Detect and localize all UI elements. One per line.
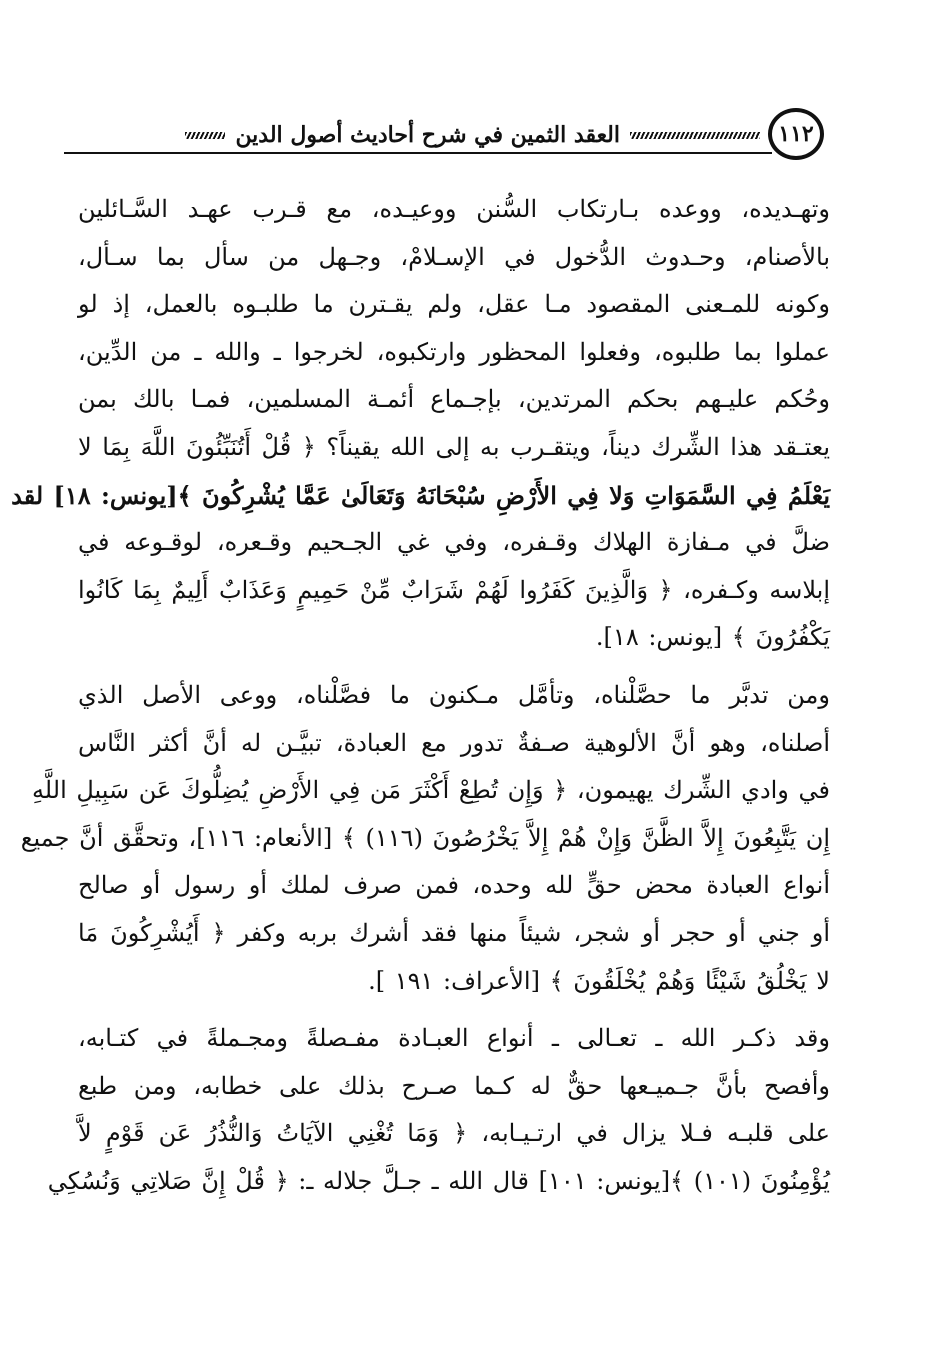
header-rule: [64, 152, 772, 154]
text-line: يُؤْمِنُونَ (١٠١) ﴾[يونس: ١٠١] قال الله ـ جـلَّ جلاله ـ: ﴿ قُلْ إِنَّ صَلاتِي وَنُسُكِي: [47, 1166, 830, 1195]
quran-verse-line: يَعْلَمُ فِي السَّمَوَاتِ وَلا فِي الأَرْضِ سُبْحَانَهُ وَتَعَالَىٰ عَمَّا يُشْرِكُونَ ﴾[يونس: ١٨] لقد: [11, 480, 830, 510]
text-line: إِن يَتَّبِعُونَ إِلاَّ الظَّنَّ وَإِنْ هُمْ إِلاَّ يَخْرُصُونَ (١١٦) ﴾ [الأنعام: ١١٦]، وتحقَّق أنَّ جميع: [20, 823, 830, 852]
running-title: العقد الثمين في شرح أحاديث أصول الدين: [235, 122, 620, 148]
text-line: وكونه للمـعنى المقصود مـا عقل، ولم يقـترن ما طلبـوه بالعمل، إذ لو: [78, 290, 830, 319]
paragraph-3: [47, 1015, 830, 1205]
paragraph-1: [11, 186, 830, 662]
text-line: وحُكم عليـهم بحكم المرتدين، بإجـماع أئمـة المسلمين، فمـا بالك بمن: [78, 385, 830, 414]
text-line: وأفصح بأنَّ جـميـعها حقٌّ له كـما صـرح بذلك على خطابه، ومن طبع: [78, 1071, 830, 1100]
text-line: وتهـديده، ووعده بـارتكاب السُّنن ووعيـده، مع قـرب عهـد السَّـائلين: [78, 195, 830, 223]
text-line: لا يَخْلُقُ شَيْئًا وَهُمْ يُخْلَقُونَ ﴾ [الأعراف: ١٩١ ].: [368, 966, 830, 995]
text-line: أنواع العبادة محض حقٍّ لله وحده، فمن صرف لملك أو رسول أو صالح: [78, 871, 830, 900]
text-line: وقد ذكـر الله ـ تعـالى ـ أنواع العبـادة مفـصلةً ومجـملةً في كتـابه،: [78, 1024, 830, 1053]
text-line: أو جني أو حجر أو شجر، شيئاً منها فقد أشرك بربه وكفر ﴿ أَيُشْرِكُونَ مَا: [78, 918, 830, 947]
page-header: [64, 108, 824, 164]
paragraph-2: [20, 672, 830, 1005]
text-line: إبلاسه وكـفره، ﴿ وَالَّذِينَ كَفَرُوا لَهُمْ شَرَابٌ مِّنْ حَمِيمٍ وَعَذَابٌ أَلِيمٌ بِمَا كَانُوا: [78, 575, 830, 604]
page-number: ١١٢: [768, 108, 824, 160]
text-line: أصلناه، وهو أنَّ الألوهية صـفةٌ تدور مع العبادة، تبيَّـن له أنَّ أكثر النَّاس: [78, 728, 830, 757]
text-line: بالأصنام، وحـدوث الدُّخول في الإسـلامْ، وجـهل من سأل بما سـأل،: [78, 242, 830, 271]
text-line: عملوا بما طلبوه، وفعلوا المحظور وارتكبوه، لخرجوا ـ والله ـ من الدِّين،: [78, 337, 830, 366]
text-line: ومن تدبَّر ما حصَّلْناه، وتأمَّل مـكنون ما فصَّلْناه، ووعى الأصل الذي: [78, 680, 830, 709]
text-line: ضلَّ في مـفازة الهلاك وقـفره، وفي غي الجـحيم وقـعره، لوقـوعه في: [78, 528, 830, 557]
running-title-group: [185, 122, 760, 148]
text-line: في وادي الشِّرك يهيمون، ﴿ وَإِن تُطِعْ أَكْثَرَ مَن فِي الأَرْضِ يُضِلُّوكَ عَن سَبِيلِ اللَّهِ: [31, 776, 830, 805]
text-line: على قلبـه فـلا يزال في ارتـيـابه، ﴿ وَمَا تُغْنِي الآيَاتُ وَالنُّذُرُ عَن قَوْمٍ لاَّ: [78, 1119, 830, 1148]
text-line: يعتـقد هذا الشِّرك ديناً، ويتقـرب به إلى الله يقيناً؟ ﴿ قُلْ أَتُنَبِّئُونَ اللَّهَ بِمَا لا: [78, 432, 830, 461]
body-text: [11, 186, 830, 1215]
header-ornament-right: [630, 132, 760, 139]
text-line: يَكْفُرُونَ ﴾ [يونس: ١٨].: [595, 623, 830, 652]
header-ornament-left: [185, 132, 225, 139]
